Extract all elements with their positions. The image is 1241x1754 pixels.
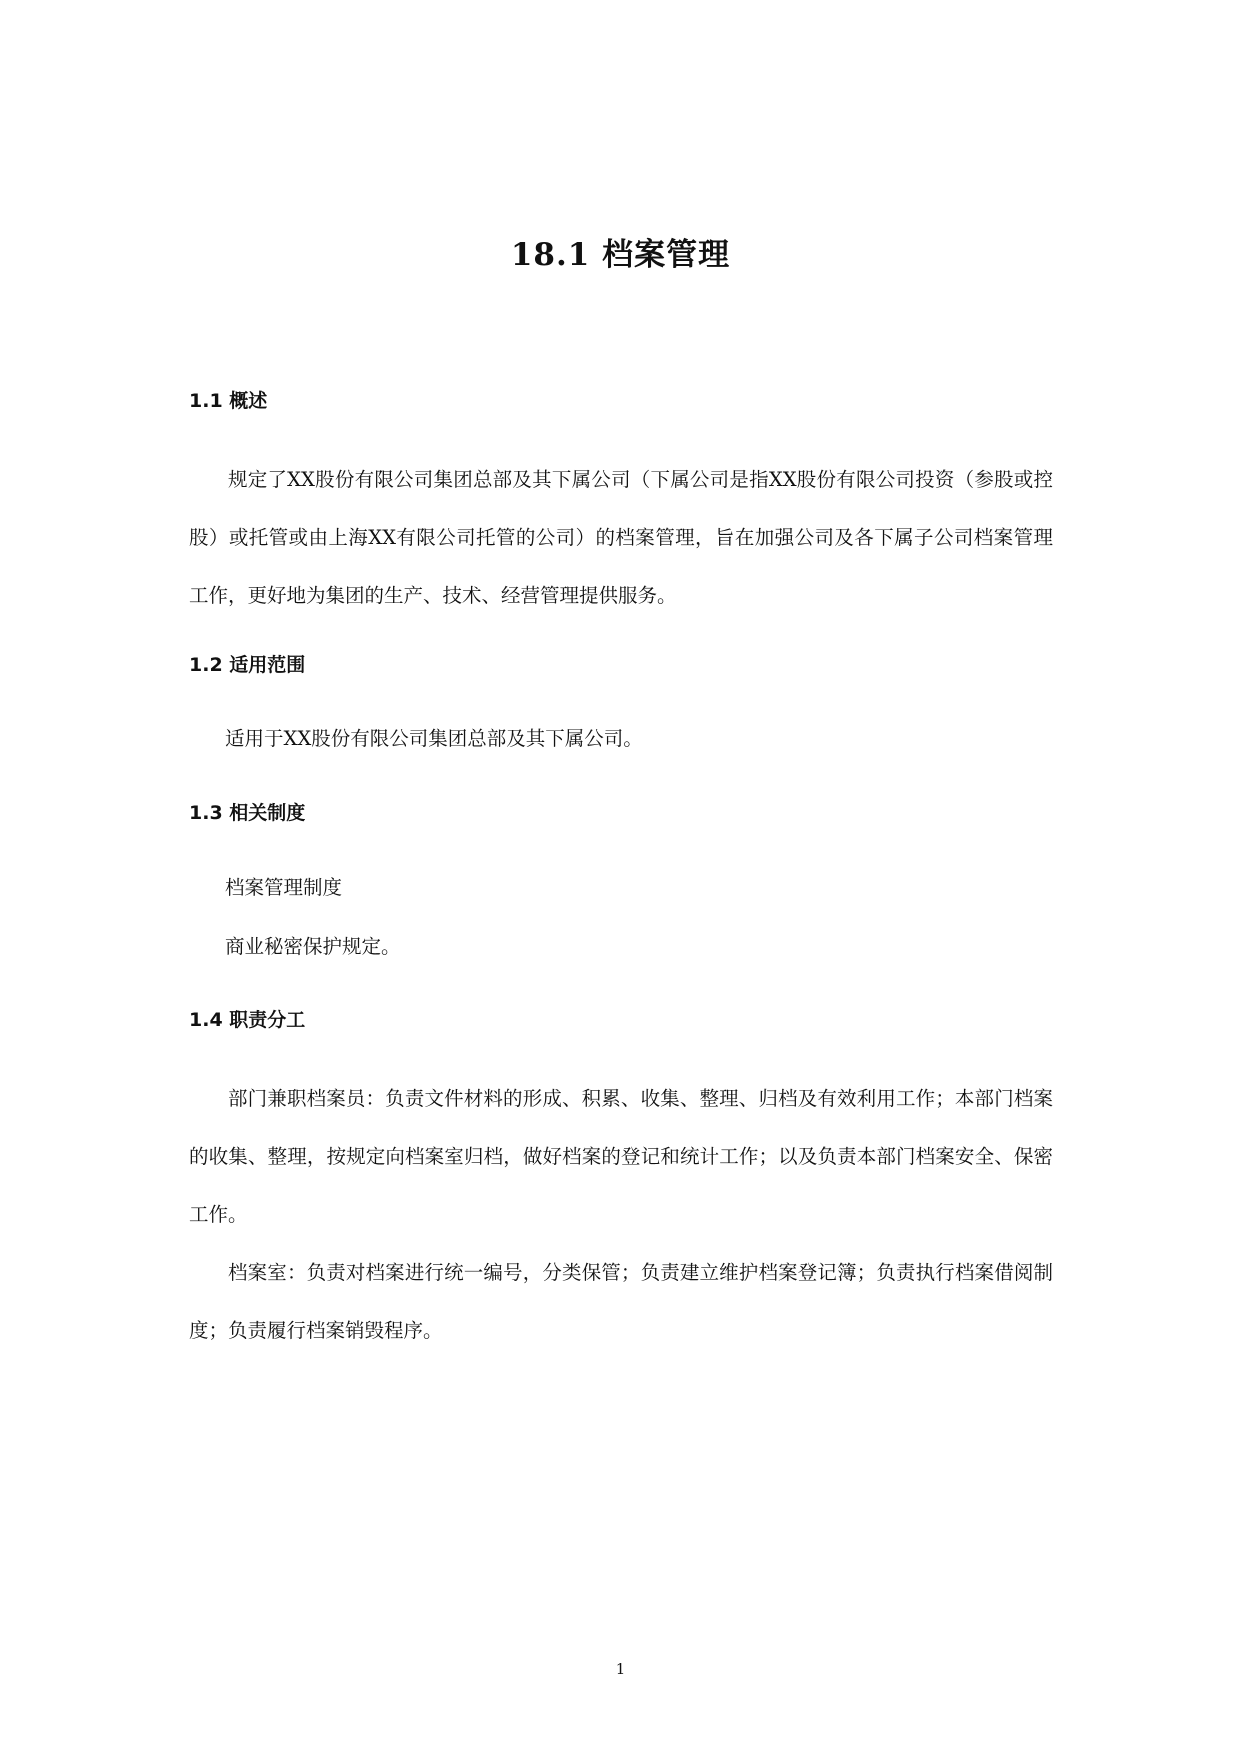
- paragraph-related-rule-2: 商业秘密保护规定。: [225, 935, 401, 958]
- paragraph-overview: 规定了XX股份有限公司集团总部及其下属公司（下属公司是指XX股份有限公司投资（参股或控股）或托管或由上海XX有限公司托管的公司）的档案管理，旨在加强公司及各下属子公司档案管理工作，更好地为集团的生产、技术、经营管理提供服务。: [189, 468, 1053, 607]
- paragraph-scope: 适用于XX股份有限公司集团总部及其下属公司。: [225, 727, 643, 750]
- section-heading-responsibilities: 1.4 职责分工: [189, 1009, 306, 1031]
- paragraph-responsibility-archive-room: 档案室：负责对档案进行统一编号，分类保管；负责建立维护档案登记簿；负责执行档案借阅制度；负责履行档案销毁程序。: [189, 1261, 1053, 1342]
- page-number: 1: [615, 1660, 626, 1678]
- section-heading-overview: 1.1 概述: [189, 390, 268, 412]
- paragraph-related-rule-1: 档案管理制度: [225, 876, 343, 899]
- section-heading-scope: 1.2 适用范围: [189, 654, 306, 676]
- document-title: 18.1 档案管理: [510, 237, 731, 273]
- section-heading-related-rules: 1.3 相关制度: [189, 802, 306, 824]
- paragraph-responsibility-clerk: 部门兼职档案员：负责文件材料的形成、积累、收集、整理、归档及有效利用工作；本部门档案的收集、整理，按规定向档案室归档，做好档案的登记和统计工作；以及负责本部门档案安全、保密工作。: [189, 1087, 1053, 1226]
